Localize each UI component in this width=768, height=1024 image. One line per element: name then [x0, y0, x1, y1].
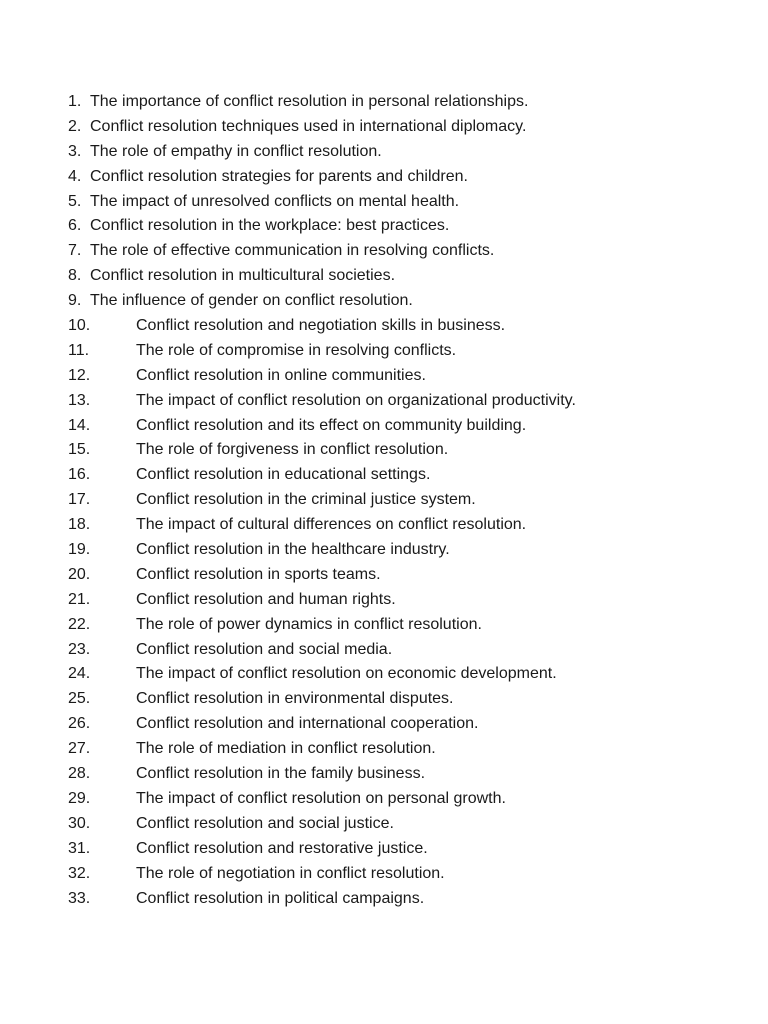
list-item: [0, 588, 768, 613]
list-item: [0, 438, 768, 463]
item-number: 5.: [68, 192, 82, 210]
item-number: 7.: [68, 242, 82, 260]
item-number: 3.: [68, 142, 82, 160]
list-item: [0, 264, 768, 289]
item-text: The importance of conflict resolution in personal relationships.: [90, 93, 529, 110]
item-number: 29.: [68, 789, 91, 807]
item-text: Conflict resolution in environmental disputes.: [136, 690, 454, 708]
list-item: [0, 488, 768, 513]
item-text: The impact of conflict resolution on organizational productivity.: [136, 391, 576, 409]
item-text: Conflict resolution and social justice.: [136, 814, 394, 832]
item-number: 4.: [68, 167, 82, 185]
item-number: 28.: [68, 765, 91, 783]
item-text: Conflict resolution and international cooperation.: [136, 715, 479, 733]
list-item: [0, 862, 768, 887]
list-item: [0, 339, 768, 364]
item-text: The role of negotiation in conflict resolution.: [136, 864, 445, 882]
item-text: Conflict resolution in educational settings.: [136, 466, 431, 484]
topic-list: [0, 90, 768, 911]
list-item: [0, 538, 768, 563]
list-item: [0, 563, 768, 588]
item-number: 19.: [68, 541, 91, 559]
list-item: [0, 239, 768, 264]
item-number: 11.: [68, 341, 90, 359]
list-item: [0, 687, 768, 712]
item-number: 14.: [68, 416, 91, 434]
list-item: [0, 165, 768, 190]
item-number: 12.: [68, 366, 91, 384]
item-text: The role of power dynamics in conflict resolution.: [136, 615, 482, 633]
item-text: Conflict resolution in multicultural societies.: [90, 267, 396, 285]
item-text: The role of forgiveness in conflict resolution.: [136, 441, 449, 459]
item-text: Conflict resolution techniques used in international diplomacy.: [90, 117, 527, 135]
item-number: 24.: [68, 665, 91, 683]
item-number: 2.: [68, 117, 82, 135]
item-number: 1.: [68, 93, 82, 110]
item-number: 21.: [68, 590, 91, 608]
list-item: [0, 837, 768, 862]
item-number: 26.: [68, 715, 91, 733]
item-number: 16.: [68, 466, 91, 484]
item-text: The role of empathy in conflict resolution.: [90, 142, 382, 160]
list-item: [0, 214, 768, 239]
item-text: The influence of gender on conflict resolution.: [90, 292, 413, 310]
list-item: [0, 638, 768, 663]
item-number: 33.: [68, 889, 91, 907]
item-text: Conflict resolution strategies for parents and children.: [90, 167, 468, 185]
item-number: 32.: [68, 864, 91, 882]
item-text: Conflict resolution and social media.: [136, 640, 393, 658]
item-text: The role of compromise in resolving conflicts.: [136, 341, 457, 359]
list-item: [0, 463, 768, 488]
list-item: [0, 289, 768, 314]
item-text: Conflict resolution and negotiation skills in business.: [136, 317, 506, 335]
list-item: [0, 190, 768, 215]
list-item: [0, 737, 768, 762]
item-text: Conflict resolution in sports teams.: [136, 565, 381, 583]
item-text: Conflict resolution in the family business.: [136, 765, 426, 783]
item-number: 13.: [68, 391, 91, 409]
item-text: Conflict resolution in the criminal justice system.: [136, 491, 476, 509]
item-text: Conflict resolution and its effect on community building.: [136, 416, 527, 434]
list-item: [0, 389, 768, 414]
item-number: 31.: [68, 839, 91, 857]
list-item: [0, 414, 768, 439]
item-number: 10.: [68, 317, 91, 335]
item-text: The impact of cultural differences on conflict resolution.: [136, 516, 527, 534]
item-text: Conflict resolution and human rights.: [136, 590, 396, 608]
list-item: [0, 140, 768, 165]
item-number: 20.: [68, 565, 91, 583]
item-text: The impact of unresolved conflicts on mental health.: [90, 192, 460, 210]
list-item: [0, 887, 768, 912]
item-number: 6.: [68, 217, 82, 235]
list-item: [0, 787, 768, 812]
item-text: Conflict resolution in the healthcare industry.: [136, 541, 450, 559]
item-number: 23.: [68, 640, 91, 658]
item-number: 22.: [68, 615, 91, 633]
item-text: The impact of conflict resolution on personal growth.: [136, 789, 506, 807]
item-number: 9.: [68, 292, 82, 310]
list-item: [0, 712, 768, 737]
item-number: 25.: [68, 690, 91, 708]
list-item: [0, 364, 768, 389]
item-text: The impact of conflict resolution on economic development.: [136, 665, 557, 683]
item-number: 17.: [68, 491, 91, 509]
list-item: [0, 90, 768, 115]
item-text: Conflict resolution in online communities.: [136, 366, 426, 384]
item-text: The role of effective communication in resolving conflicts.: [90, 242, 495, 260]
list-item: [0, 513, 768, 538]
list-item: [0, 762, 768, 787]
item-number: 15.: [68, 441, 91, 459]
list-item: [0, 314, 768, 339]
item-text: The role of mediation in conflict resolution.: [136, 740, 436, 758]
list-item: [0, 613, 768, 638]
item-text: Conflict resolution in the workplace: best practices.: [90, 217, 450, 235]
item-number: 8.: [68, 267, 82, 285]
item-number: 18.: [68, 516, 91, 534]
item-text: Conflict resolution in political campaigns.: [136, 889, 425, 907]
list-item: [0, 115, 768, 140]
list-item: [0, 662, 768, 687]
item-number: 30.: [68, 814, 91, 832]
item-number: 27.: [68, 740, 91, 758]
list-item: [0, 812, 768, 837]
item-text: Conflict resolution and restorative justice.: [136, 839, 428, 857]
